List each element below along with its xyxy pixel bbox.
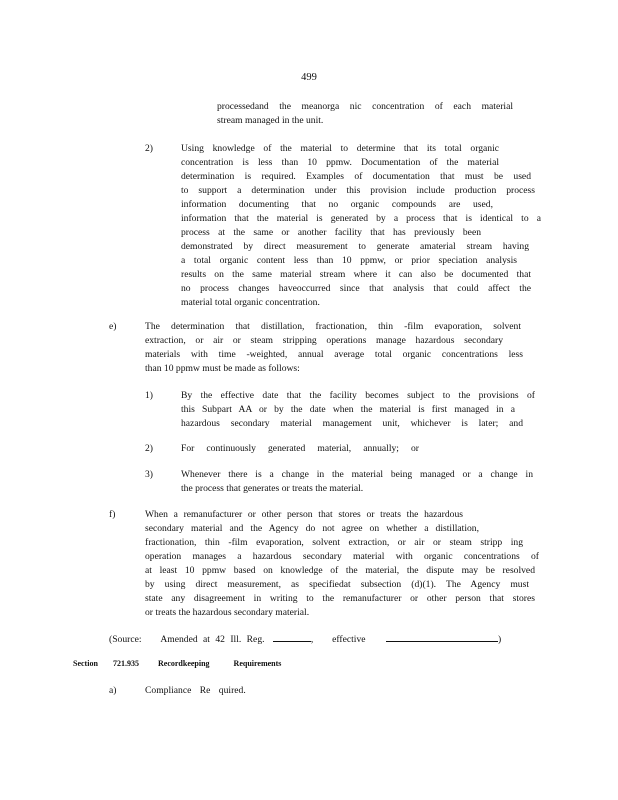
intro-paragraph (217, 100, 513, 128)
text-line: results on the same material stream where it can also be documented that (181, 269, 531, 280)
source-close: ) (497, 634, 502, 645)
text-line: The determination that distillation, fractionation, thin -film evaporation, solvent (145, 321, 521, 332)
source-effective: effective (332, 634, 366, 645)
item-label: 3) (145, 469, 153, 480)
text-line: Whenever there is a change in the material being managed or a change in (181, 469, 533, 480)
text-line: to support a determination under this provision include production process (181, 185, 535, 196)
text-line: this Subpart AA or by the date when the material is first managed in a (181, 404, 515, 415)
item-label: a) (109, 685, 117, 696)
item-label: 1) (145, 390, 153, 401)
source-amended: Amended at 42 Ill. Reg. (160, 634, 265, 645)
effective-date-blank (386, 631, 498, 642)
text-line: than 10 ppmw must be made as follows: (145, 363, 300, 374)
text-line: no process changes haveoccurred since that analysis that could affect the (181, 283, 531, 294)
text-line: information that the material is generated by a process that is identical to a (181, 213, 541, 224)
text-line: concentration is less than 10 ppmw. Documentation of the material (181, 157, 499, 168)
item-f-paragraph (145, 508, 540, 620)
register-blank (273, 631, 311, 642)
section-word: Section (73, 659, 98, 668)
text-line: state any disagreement in writing to the remanufacturer or other person that stores (145, 593, 535, 604)
text-line: by using direct measurement, as specifiedat subsection (d)(1). The Agency must (145, 579, 529, 590)
item-label: 2) (145, 143, 153, 154)
text-line: demonstrated by direct measurement to generate amaterial stream having (181, 241, 529, 252)
item-label: 2) (145, 443, 153, 454)
source-prefix: (Source: (109, 634, 142, 645)
item-label: e) (109, 321, 117, 332)
item-e-paragraph (145, 320, 525, 376)
text-line: the process that generates or treats the material. (181, 483, 364, 494)
page-number: 499 (301, 72, 317, 83)
text-line: determination is required. Examples of documentation that must be used (181, 171, 531, 182)
item-2-paragraph (181, 142, 541, 310)
text-line: By the effective date that the facility becomes subject to the provisions of (181, 390, 535, 401)
source-note (109, 631, 529, 647)
text-line: processedand the meanorga nic concentration of each material (217, 101, 513, 112)
text-line: fractionation, thin -film evaporation, solvent extraction, or air or steam stripp ing (145, 537, 523, 548)
text-line: a total organic content less than 10 ppmw, or prior speciation analysis (181, 255, 517, 266)
text-line: operation manages a hazardous secondary material with organic concentrations of (145, 551, 539, 562)
text-line: information documenting that no organic compounds are used, (181, 199, 493, 210)
text-line: hazardous secondary material management unit, whichever is later; and (181, 418, 523, 429)
text-line: process at the same or another facility that has previously been (181, 227, 481, 238)
text-line: When a remanufacturer or other person that stores or treats the hazardous (145, 509, 463, 520)
text-line: material total organic concentration. (181, 297, 320, 308)
text-line: For continuously generated material, annually; or (181, 443, 419, 454)
text-line: or treats the hazardous secondary material. (145, 607, 310, 618)
item-label: f) (109, 509, 116, 520)
section-number: 721.935 (113, 659, 139, 668)
section-title: Recordkeeping Requirements (158, 659, 282, 668)
item-e3-paragraph (181, 468, 535, 496)
item-e1-paragraph (181, 389, 535, 431)
text-line: extraction, or air or steam stripping operations manage hazardous secondary (145, 335, 503, 346)
text-line: materials with time -weighted, annual average total organic concentrations less (145, 349, 523, 360)
source-comma: , (310, 634, 314, 645)
text-line: stream managed in the unit. (217, 115, 324, 126)
text-line: secondary material and the Agency do not agree on whether a distillation, (145, 523, 479, 534)
text-line: at least 10 ppmw based on knowledge of the material, the dispute may be resolved (145, 565, 535, 576)
text-line: Using knowledge of the material to determine that its total organic (181, 143, 499, 154)
item-a-text: Compliance Re quired. (145, 685, 246, 696)
item-e2-paragraph (181, 442, 421, 456)
